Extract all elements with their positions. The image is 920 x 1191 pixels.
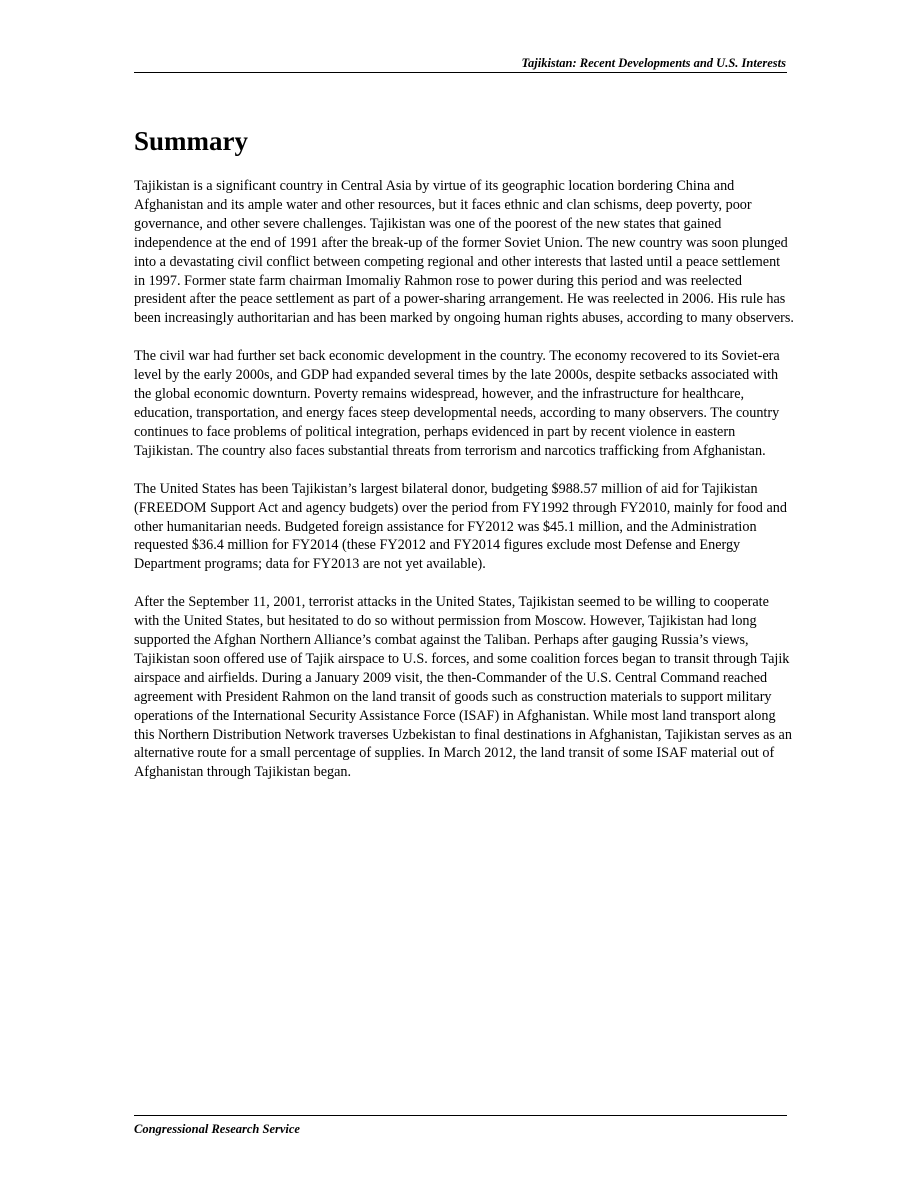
page-footer [134,1115,787,1136]
summary-paragraph-2: The civil war had further set back economic development in the country. The economy recovered to its Soviet-era level by the early 2000s, and GDP had expanded several times by the late 2000s, despite setbacks associated with the global economic downturn. Poverty remains widespread, however, and the infrastructure for healthcare, education, transportation, and energy faces steep developmental needs, according to many observers. The country continues to face problems of political integration, perhaps evidenced in part by recent violence in eastern Tajikistan. The country also faces substantial threats from terrorism and narcotics trafficking from Afghanistan. [134,348,780,459]
summary-paragraph-3: The United States has been Tajikistan’s largest bilateral donor, budgeting $988.57 million of aid for Tajikistan (FREEDOM Support Act and agency budgets) over the period from FY1992 through FY2010, mainly for food and other humanitarian needs. Budgeted foreign assistance for FY2012 was $45.1 million, and the Administration requested $36.4 million for FY2014 (these FY2012 and FY2014 figures exclude most Defense and Energy Department programs; data for FY2013 are not yet available). [134,480,787,573]
summary-body [134,177,794,801]
running-title: Tajikistan: Recent Developments and U.S. Interests [521,56,786,70]
footer-organization: Congressional Research Service [134,1122,300,1136]
section-heading: Summary [134,126,248,156]
page-header [134,55,787,73]
summary-paragraph-4: After the September 11, 2001, terrorist attacks in the United States, Tajikistan seemed to be willing to cooperate with the United States, but hesitated to do so without permission from Moscow. However, Tajikistan had long supported the Afghan Northern Alliance’s combat against the Taliban. Perhaps after gauging Russia’s views, Tajikistan soon offered use of Tajik airspace to U.S. forces, and some coalition forces began to transit through Tajik airspace and airfields. During a January 2009 visit, the then-Commander of the U.S. Central Command reached agreement with President Rahmon on the land transit of goods such as construction materials to support military operations of the International Security Assistance Force (ISAF) in Afghanistan. While most land transport along this Northern Distribution Network traverses Uzbekistan to final destinations in Afghanistan, Tajikistan serves as an alternative route for a small percentage of supplies. In March 2012, the land transit of some ISAF material out of Afghanistan through Tajikistan began. [134,594,792,781]
summary-paragraph-1: Tajikistan is a significant country in Central Asia by virtue of its geographic location bordering China and Afghanistan and its ample water and other resources, but it faces ethnic and clan schisms, deep poverty, poor governance, and other severe challenges. Tajikistan was one of the poorest of the new states that gained independence at the end of 1991 after the break-up of the former Soviet Union. The new country was soon plunged into a devastating civil conflict between competing regional and other interests that lasted until a peace settlement in 1997. Former state farm chairman Imomaliy Rahmon rose to power during this period and was reelected president after the peace settlement as part of a power-sharing arrangement. He was reelected in 2006. His rule has been increasingly authoritarian and has been marked by ongoing human rights abuses, according to many observers. [134,178,794,327]
